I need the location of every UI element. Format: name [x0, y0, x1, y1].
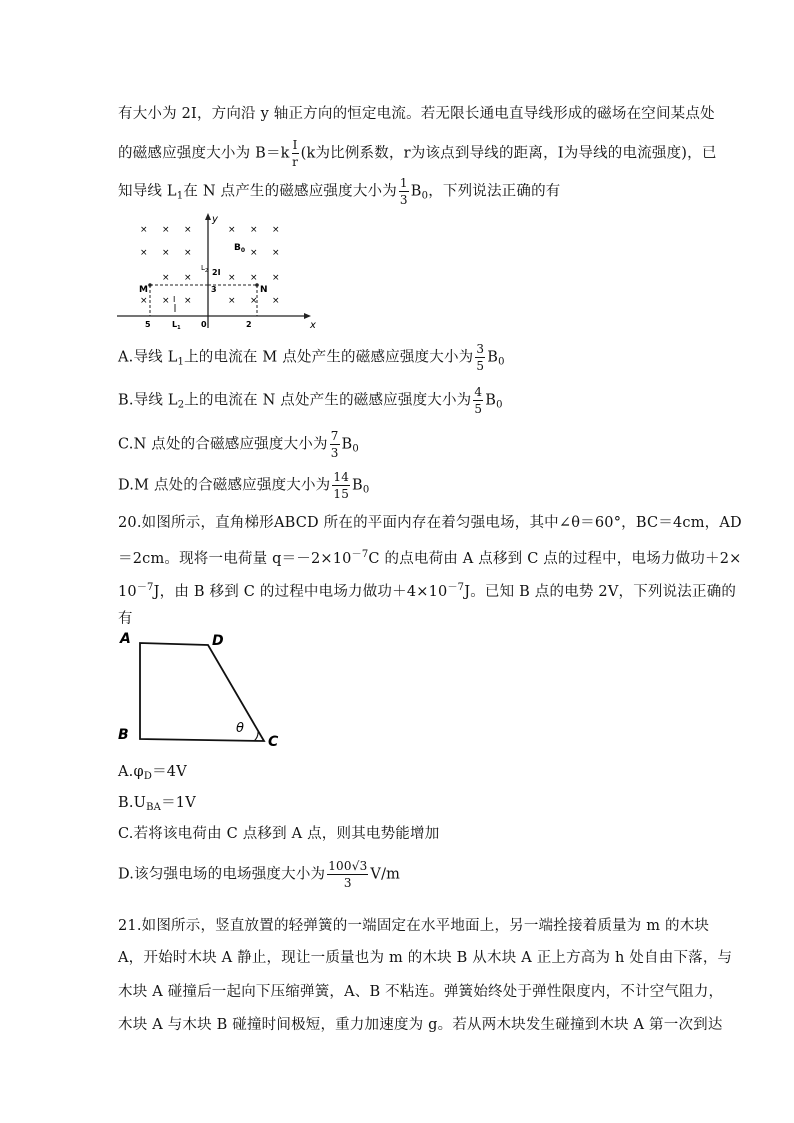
q20-option-b — [118, 791, 196, 813]
q20-line-2 — [118, 545, 741, 568]
superscript: －7 — [351, 549, 369, 560]
frac-numerator: 14 — [333, 470, 350, 484]
field-cross: × — [250, 248, 258, 258]
q20-option-a — [118, 760, 187, 782]
superscript: －7 — [447, 582, 465, 593]
trapezoid-figure — [112, 625, 292, 750]
q19-line-3-mid: 在 N 点产生的磁感应强度大小为 — [183, 183, 397, 200]
option-pre: C.N 点处的合磁感应强度大小为 — [118, 436, 328, 453]
option-pre: A.导线 L — [118, 349, 178, 366]
current-2i-label: 2I — [212, 268, 221, 277]
q19-option-c — [118, 430, 359, 459]
field-cross: × — [162, 296, 170, 306]
q19-line-3-pre: 知导线 L — [118, 183, 177, 200]
q19-line-3-end: ，下列说法正确的有 — [428, 183, 561, 200]
q20-option-c: C.若将该电荷由 C 点移到 A 点，则其电势能增加 — [118, 826, 440, 842]
l2-label: $L_2$ — [201, 264, 209, 274]
field-cross: × — [162, 248, 170, 258]
option-pre: D.M 点处的合磁感应强度大小为 — [118, 477, 331, 494]
frac-numerator: 1 — [399, 176, 408, 190]
magnetic-field-figure — [115, 210, 320, 335]
frac-denominator: 3 — [330, 446, 339, 460]
b-symbol: B — [487, 349, 499, 366]
q19-option-a — [118, 343, 505, 372]
b-symbol: B — [410, 183, 422, 200]
option-pre: B.导线 L — [118, 392, 178, 409]
option-fraction — [332, 471, 350, 500]
option-fraction — [475, 343, 485, 372]
field-cross: × — [228, 273, 236, 283]
vertex-c-label: C — [268, 734, 279, 750]
subscript: 0 — [352, 443, 359, 455]
frac-numerator: 4 — [474, 385, 483, 399]
q20-line-2-pre: ＝2cm。现将一电荷量 q＝－2×10 — [118, 551, 352, 567]
field-cross: × — [272, 225, 280, 235]
vertex-a-label: A — [120, 631, 131, 647]
b-symbol: B — [352, 477, 363, 494]
field-crosses — [140, 225, 280, 306]
option-mid: 上的电流在 N 点处产生的磁感应强度大小为 — [184, 392, 472, 409]
q20-option-a-pre: A.φ — [118, 764, 144, 780]
q20-line-1: 20.如图所示，直角梯形ABCD 所在的平面内存在着匀强电场，其中∠θ＝60°，BC＝4cm，AD — [118, 515, 742, 531]
q21-line-4: 木块 A 与木块 B 碰撞时间极短，重力加速度为 g。若从两木块发生碰撞到木块 A 第一次到达 — [118, 1017, 723, 1033]
frac-numerator: 100√3 — [328, 859, 368, 873]
subscript: 0 — [498, 356, 505, 368]
fraction-i-over-r — [292, 139, 299, 168]
tick-0-label: 0 — [201, 320, 207, 329]
q20-line-3-mid: J，由 B 移到 C 的过程中电场力做功＋4×10 — [153, 584, 448, 600]
field-cross: × — [272, 273, 280, 283]
option-fraction — [330, 430, 340, 459]
subscript: 0 — [362, 484, 370, 496]
b-symbol: B — [341, 436, 353, 453]
field-cross: × — [228, 225, 236, 235]
m-label: M — [139, 285, 148, 295]
q20-option-d — [118, 860, 400, 889]
x-axis-label: x — [310, 320, 316, 331]
subscript: 0 — [421, 190, 429, 202]
q21-line-2: A，开始时木块 A 静止，现让一质量也为 m 的木块 B 从木块 A 正上方高为 h 处自由下落，与 — [118, 950, 733, 966]
field-cross: × — [140, 225, 148, 235]
subscript: BA — [146, 802, 162, 813]
frac-numerator: I — [292, 138, 298, 152]
q19-line-2-post: (k为比例系数，r为该点到导线的距离，I为导线的电流强度)，已 — [300, 145, 717, 162]
subscript: D — [143, 771, 153, 782]
field-cross: × — [140, 296, 148, 306]
subscript: 1 — [177, 356, 185, 368]
fraction-one-third — [399, 177, 409, 206]
q20-line-2-post: C 的点电荷由 A 点移到 C 点的过程中，电场力做功＋2× — [368, 551, 742, 567]
field-cross: × — [184, 296, 192, 306]
field-cross: × — [162, 225, 170, 235]
current-i-label: I — [173, 295, 176, 304]
field-cross: × — [162, 273, 170, 283]
q20-option-a-post: ＝4V — [152, 764, 187, 780]
tick-5-label: 5 — [145, 320, 151, 329]
q20-option-d-pre: D.该匀强电场的电场强度大小为 — [118, 866, 326, 883]
frac-denominator: 3 — [399, 193, 408, 207]
point-n — [255, 283, 259, 287]
tick-2-label: 2 — [246, 320, 252, 329]
q20-option-d-post: V/m — [370, 866, 401, 883]
q20-line-3 — [118, 578, 736, 601]
b0-label: $B_0$ — [234, 243, 246, 254]
q21-line-3: 木块 A 碰撞后一起向下压缩弹簧，A、B 不粘连。弹簧始终处于弹性限度内，不计空气阻力， — [118, 984, 724, 1000]
subscript: 1 — [176, 190, 184, 202]
field-cross: × — [250, 225, 258, 235]
vertex-b-label: B — [118, 727, 129, 743]
y-axis-label: y — [212, 214, 218, 225]
q20-line-4: 有 — [118, 611, 133, 627]
angle-arc — [254, 731, 258, 741]
q19-line-2-pre: 的磁感应强度大小为 B＝k — [118, 145, 290, 162]
tick-3-label: 3 — [211, 285, 217, 294]
field-cross: × — [272, 296, 280, 306]
frac-denominator: r — [292, 155, 299, 169]
q20-line-3-pre: 10 — [118, 584, 137, 600]
frac-denominator: 15 — [333, 487, 350, 501]
frac-numerator: 7 — [330, 429, 339, 443]
q19-line-2 — [118, 139, 717, 168]
field-cross: × — [184, 273, 192, 283]
x-axis — [117, 313, 311, 319]
q21-line-1: 21.如图所示，竖直放置的轻弹簧的一端固定在水平地面上，另一端拴接着质量为 m 的木块 — [118, 918, 710, 934]
field-cross: × — [272, 248, 280, 258]
vertex-d-label: D — [212, 633, 224, 649]
frac-denominator: 3 — [343, 876, 352, 890]
q20-option-b-pre: B.U — [118, 795, 147, 811]
b-symbol: B — [485, 392, 497, 409]
field-cross: × — [140, 248, 148, 258]
q20-line-3-post: J。已知 B 点的电势 2V，下列说法正确的 — [464, 584, 737, 600]
q19-option-b — [118, 386, 503, 415]
trapezoid-abcd — [140, 643, 264, 741]
frac-numerator: 3 — [476, 342, 485, 356]
field-cross: × — [184, 225, 192, 235]
subscript: 0 — [496, 399, 503, 411]
point-m — [148, 283, 152, 287]
field-cross: × — [228, 296, 236, 306]
q19-line-3 — [118, 177, 561, 206]
superscript: －7 — [136, 582, 154, 593]
subscript: 2 — [177, 399, 185, 411]
q19-option-d — [118, 471, 369, 500]
fraction-field-strength — [327, 860, 368, 889]
n-label: N — [260, 285, 268, 295]
theta-label: θ — [236, 721, 244, 736]
field-cross: × — [184, 248, 192, 258]
option-mid: 上的电流在 M 点处产生的磁感应强度大小为 — [184, 349, 474, 366]
l1-label: $L_1$ — [172, 320, 181, 331]
option-fraction — [473, 386, 483, 415]
frac-denominator: 5 — [474, 402, 483, 416]
frac-denominator: 5 — [476, 359, 485, 373]
field-cross: × — [250, 296, 258, 306]
q20-option-b-post: ＝1V — [161, 795, 196, 811]
q19-line-1: 有大小为 2I，方向沿 y 轴正方向的恒定电流。若无限长通电直导线形成的磁场在空间某点处 — [118, 106, 715, 122]
field-cross: × — [250, 273, 258, 283]
